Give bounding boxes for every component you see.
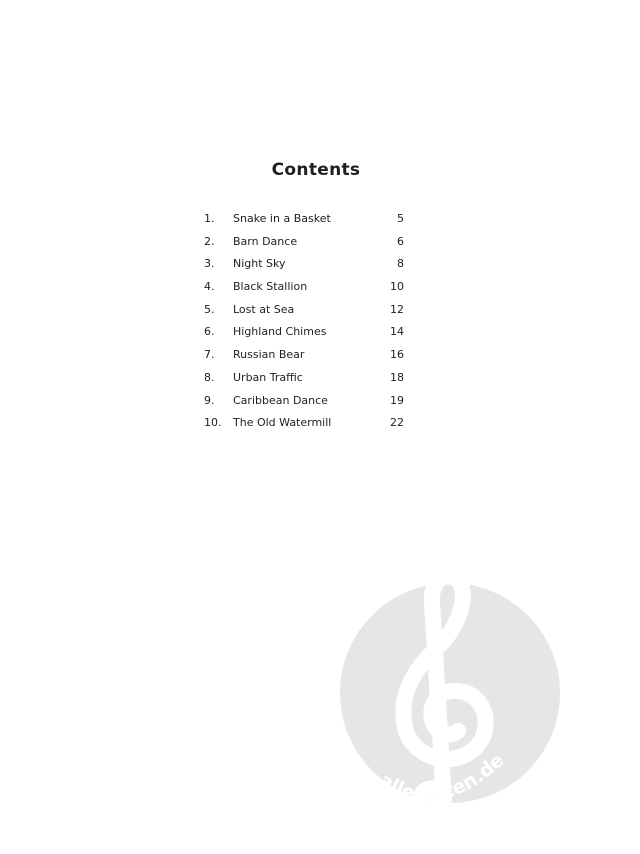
page-title: Contents <box>271 160 361 180</box>
toc-entry-page: 19 <box>390 393 404 407</box>
toc-entry-number: 3. <box>204 257 215 271</box>
toc-entry-page: 14 <box>390 325 404 339</box>
toc-entry <box>204 255 404 278</box>
toc-entry-title: The Old Watermill <box>233 416 332 430</box>
toc-entry <box>204 346 404 369</box>
toc-entry <box>204 278 404 301</box>
toc-entry <box>204 210 404 233</box>
toc-entry-number: 7. <box>204 348 215 362</box>
toc-entry-number: 6. <box>204 325 215 339</box>
toc-entry-page: 10 <box>390 280 404 294</box>
toc-entry-page: 18 <box>390 370 404 384</box>
toc-entry-number: 9. <box>204 393 215 407</box>
toc-entry <box>204 323 404 346</box>
toc-entry-number: 5. <box>204 302 215 316</box>
toc-entry-title: Black Stallion <box>233 280 308 294</box>
toc-entry-title: Barn Dance <box>233 234 298 248</box>
toc-entry-title: Russian Bear <box>233 348 305 362</box>
toc-entry <box>204 233 404 256</box>
toc-entry-number: 2. <box>204 234 215 248</box>
toc-entry <box>204 392 404 415</box>
toc-entry-page: 8 <box>397 257 404 271</box>
toc-entry-title: Highland Chimes <box>233 325 327 339</box>
toc-entry-number: 10. <box>204 416 222 430</box>
watermark-text: alle-noten.de <box>375 749 509 806</box>
toc-entry-page: 6 <box>397 234 404 248</box>
toc-entry-page: 5 <box>397 212 404 225</box>
toc-entry-page: 12 <box>390 302 404 316</box>
toc-entry-title: Lost at Sea <box>233 302 295 316</box>
table-of-contents <box>204 210 404 437</box>
toc-entry-title: Urban Traffic <box>233 370 303 384</box>
toc-entry <box>204 369 404 392</box>
toc-entry-title: Caribbean Dance <box>233 393 328 407</box>
toc-entry-number: 8. <box>204 370 215 384</box>
toc-entry <box>204 301 404 324</box>
toc-entry-page: 22 <box>390 416 404 430</box>
toc-entry-number: 4. <box>204 280 215 294</box>
toc-entry <box>204 414 404 437</box>
watermark-logo <box>340 563 560 831</box>
toc-entry-title: Night Sky <box>233 257 286 271</box>
toc-entry-page: 16 <box>390 348 404 362</box>
toc-entry-title: Snake in a Basket <box>233 212 331 225</box>
toc-entry-number: 1. <box>204 212 215 225</box>
